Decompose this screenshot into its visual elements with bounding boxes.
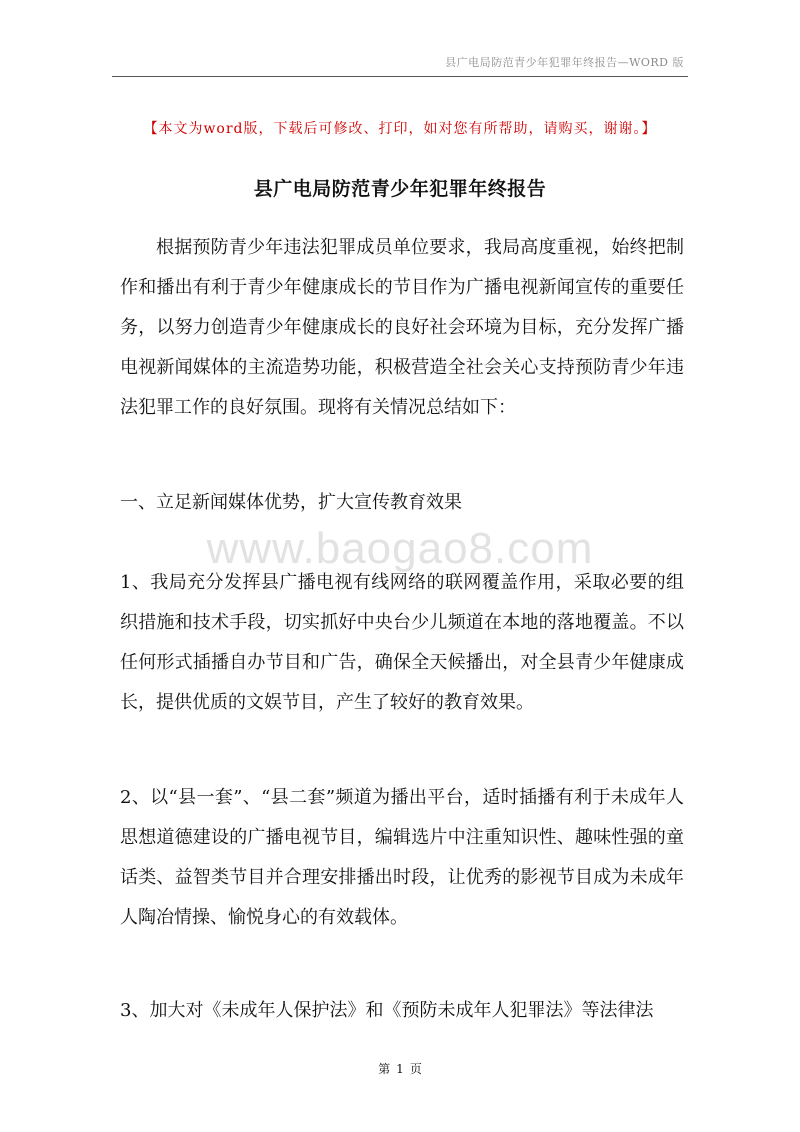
- section-heading: 一、立足新闻媒体优势，扩大宣传教育效果: [120, 492, 462, 513]
- paragraph-item-2: 2、以“县一套”、“县二套”频道为播出平台，适时插播有利于未成年人思想道德建设的广播电视节目，编辑选片中注重知识性、趣味性强的童话类、益智类节目并合理安排播出时段，让优秀的影视节目成为未成年人陶冶情操、愉悦身心的有效载体。: [120, 787, 684, 928]
- document-title: 县广电局防范青少年犯罪年终报告: [253, 178, 547, 200]
- footer-suffix: 页: [409, 1062, 422, 1076]
- watermark: www.baogao8.com: [206, 524, 594, 573]
- intro-paragraph: 根据预防青少年违法犯罪成员单位要求，我局高度重视，始终把制作和播出有利于青少年健康成长的节目作为广播电视新闻宣传的重要任务，以努力创造青少年健康成长的良好社会环境为目标，充分发挥广播电视新闻媒体的主流造势功能，积极营造全社会关心支持预防青少年违法犯罪工作的良好氛围。现将有关情况总结如下：: [120, 237, 684, 418]
- paragraph-item-3: 3、加大对《未成年人保护法》和《预防未成年人犯罪法》等法律法: [120, 1000, 654, 1021]
- page-number: 1: [396, 1062, 404, 1076]
- page-header: [112, 52, 688, 77]
- purchase-notice: 【本文为word版，下载后可修改、打印，如对您有所帮助，请购买，谢谢。】: [143, 121, 657, 137]
- paragraph-item-1: 1、我局充分发挥县广播电视有线网络的联网覆盖作用，采取必要的组织措施和技术手段，切实抓好中央台少儿频道在本地的落地覆盖。不以任何形式插播自办节目和广告，确保全天候播出，对全县青少年健康成长，提供优质的文娱节目，产生了较好的教育效果。: [120, 572, 684, 713]
- footer-prefix: 第: [378, 1062, 391, 1076]
- page-footer: [0, 1060, 800, 1077]
- header-title: 县广电局防范青少年犯罪年终报告—WORD 版: [445, 56, 684, 69]
